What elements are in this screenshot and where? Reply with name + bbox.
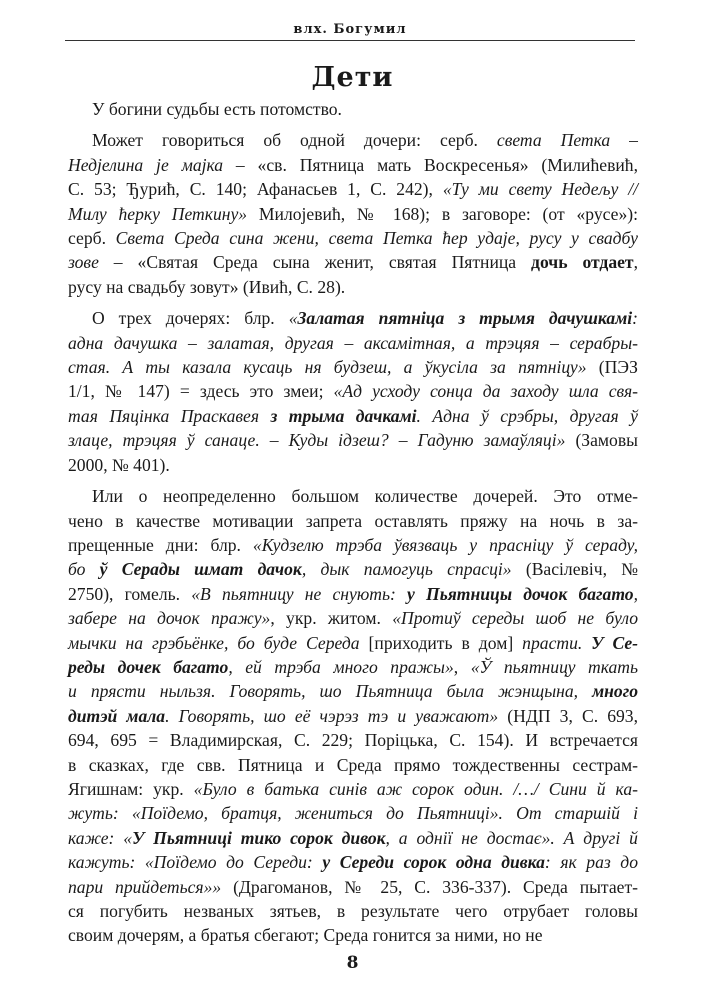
text-run: «Ў пьятницу ткать — [470, 656, 638, 677]
text-run: пари прийдеться»» — [68, 876, 222, 897]
text-run: серб. — [68, 228, 116, 249]
text-line — [68, 97, 638, 121]
text-run: чено в качестве мотивации запрета оставлять пряжу на ночь в за- — [68, 510, 638, 531]
text-run: Милу ћерку Петкину» — [68, 203, 248, 224]
text-line — [68, 355, 638, 379]
text-line — [68, 379, 638, 403]
text-run: , — [633, 583, 638, 604]
text-run: дочь отдает — [531, 252, 634, 273]
text-run: Залатая пятніца з трымя дачушкамі — [297, 308, 633, 329]
text-run: , укр. житом. — [270, 608, 393, 629]
text-run: прасти. — [522, 632, 592, 653]
text-run: мычки на грэбьёнке, бо буде Середа — [68, 632, 360, 653]
text-run: , — [633, 252, 638, 273]
text-run: (НДП 3, С. 693, — [498, 705, 638, 726]
text-line — [68, 728, 638, 752]
text-run: – «Святая Среда сына женит, святая Пятница — [98, 252, 532, 273]
text-run: «В пьятницу не снують: — [191, 583, 408, 604]
text-run: много — [592, 681, 638, 702]
text-run: «Ту ми свету Недељу // — [442, 179, 638, 200]
text-run: (ПЭЗ — [586, 357, 638, 378]
running-head — [65, 18, 635, 46]
text-line — [68, 226, 638, 250]
text-line — [68, 899, 638, 923]
text-run: Света Среда сина жени, света Петка ћер удаје, русу у свадбу — [115, 228, 638, 249]
text-run: з трыма дачкамі — [270, 405, 417, 426]
text-run: . Говорять, шо её чэрэз тэ и уважают» — [165, 705, 499, 726]
text-line — [68, 533, 638, 557]
text-line — [68, 582, 638, 606]
text-run: «Кудзелю трэба ўвязваць у прасніцу ў сераду, — [252, 534, 638, 555]
text-run: У Се- — [591, 632, 638, 653]
text-run: Ягишнам: укр. — [68, 778, 194, 799]
text-run: , дык памогуць спрасці» — [301, 559, 512, 580]
paragraph — [68, 128, 638, 299]
text-run: «Ад усходу сонца да заходу шла свя- — [333, 381, 638, 402]
text-run: , — [453, 656, 471, 677]
paragraph — [68, 306, 638, 477]
text-run: . Адна ў срэбры, другая ў — [416, 405, 638, 426]
text-line — [68, 128, 638, 152]
text-run: У Пьятницi тико сорок дивок — [132, 827, 386, 848]
text-line — [68, 153, 638, 177]
text-run: [приходить в дом] — [359, 632, 523, 653]
text-run: ў Серады шмат дачок — [99, 559, 302, 580]
text-run: (Васілевіч, № — [511, 559, 638, 580]
header-rule — [65, 40, 635, 41]
running-head-title: влх. Богумил — [287, 22, 412, 37]
paragraph — [68, 484, 638, 948]
text-run: 2000, № 401). — [68, 454, 170, 475]
text-run: бо — [68, 559, 100, 580]
text-line — [68, 826, 638, 850]
text-run: Может говориться об одной дочери: серб. — [92, 130, 497, 151]
text-run: У богини судьбы есть потомство. — [92, 99, 342, 119]
text-line — [68, 923, 638, 947]
text-line — [68, 202, 638, 226]
text-run: зове — [68, 252, 99, 273]
text-run: кажуть: «Поїдемо до Середи: — [68, 852, 323, 873]
text-line — [68, 428, 638, 452]
text-run: «Протиў середы шоб не було — [392, 608, 639, 629]
text-run: , ей трэба много пражы» — [228, 656, 454, 677]
text-run: О трех дочерях: блр. — [92, 308, 289, 329]
text-line — [68, 850, 638, 874]
text-run: – «св. Пятница мать Воскресенья» (Милићевић, — [223, 154, 638, 175]
text-run: 2750), гомель. — [68, 583, 192, 604]
text-line — [68, 557, 638, 581]
text-run: своим дочерям, а братья сбегают; Среда гонится за ними, но не — [68, 925, 543, 946]
text-line — [68, 631, 638, 655]
text-run: , а однiї не достає». А другi й — [385, 827, 638, 848]
chapter-title: Дети — [311, 62, 394, 93]
text-line — [68, 331, 638, 355]
text-run: и прясти ныльзя. Говорять, шо Пьятница была жэнщына, — [68, 681, 593, 702]
text-run: «Було в батька синiв аж сорок один. /…/ Сини й ка- — [193, 778, 638, 799]
page-number: 8 — [346, 953, 359, 973]
text-run: (Драгоманов, № 25, С. 336-337). Среда пытает- — [221, 876, 639, 897]
text-line — [68, 679, 638, 703]
text-run: Недјелина је мајка — [68, 154, 224, 175]
text-run: ся погубить незваных зятьев, в результате чего отрубает головы — [68, 901, 638, 921]
text-run: адна дачушка – залатая, другая – аксамітная, а трэцяя – серабры- — [68, 332, 638, 353]
text-run: Или о неопределенно большом количестве дочерей. Это отме- — [92, 486, 638, 507]
text-run: забере на дочок пражу» — [68, 608, 271, 629]
text-line — [68, 875, 638, 899]
text-run: у Пьятницы дочок багато — [407, 583, 634, 604]
text-run: стая. А ты казала кусаць ня будзеш, а ўкусіла за пятніцу» — [68, 357, 587, 378]
text-run: в сказках, где свв. Пятница и Среда прямо тождественны сестрам- — [68, 754, 638, 775]
text-run: злаце, трэцяя ў санаце. – Куды ідзеш? – Гадуню замаўляці» — [68, 430, 566, 451]
text-run: « — [288, 308, 298, 329]
text-run: жуть: «Поїдемо, братця, женитьcя до Пьятницi». От старшiй i — [68, 803, 638, 824]
text-run: реды дочек багато — [68, 656, 229, 677]
text-run: С. 53; Ђурић, С. 140; Афанасьев 1, С. 242), — [68, 179, 443, 200]
text-line — [68, 177, 638, 201]
text-run: : — [632, 308, 638, 329]
text-line — [68, 484, 638, 508]
text-line — [68, 606, 638, 630]
text-line — [68, 453, 638, 477]
text-run: 694, 695 = Владимирская, С. 229; Порiцька, С. 154). И встречается — [68, 730, 638, 751]
text-run: 1/1, № 147) = здесь это змеи; — [68, 381, 334, 402]
text-run: русу на свадьбу зовут» (Ивић, С. 28). — [68, 276, 346, 297]
text-line — [68, 509, 638, 533]
text-run: света Петка – — [496, 130, 638, 151]
paragraph — [68, 97, 638, 121]
text-line — [68, 404, 638, 428]
text-run: дитэй мала — [68, 705, 166, 726]
text-line — [68, 655, 638, 679]
text-run: (Замовы — [565, 430, 638, 451]
text-run: Милојевић, № 168); в заговоре: (от «русе»): — [247, 203, 638, 224]
text-line — [68, 777, 638, 801]
text-run: : як раз до — [544, 852, 638, 873]
text-run: прещенные дни: блр. — [68, 534, 253, 555]
text-line — [68, 704, 638, 728]
text-line — [68, 275, 638, 299]
text-line — [68, 306, 638, 330]
text-line — [68, 250, 638, 274]
text-line — [68, 801, 638, 825]
text-run: тая Пяцінка Праскавея — [68, 405, 271, 426]
text-line — [68, 753, 638, 777]
text-run: у Середи сорок одна дивка — [322, 852, 545, 873]
body-text — [68, 97, 638, 955]
text-run: каже: « — [68, 827, 133, 848]
